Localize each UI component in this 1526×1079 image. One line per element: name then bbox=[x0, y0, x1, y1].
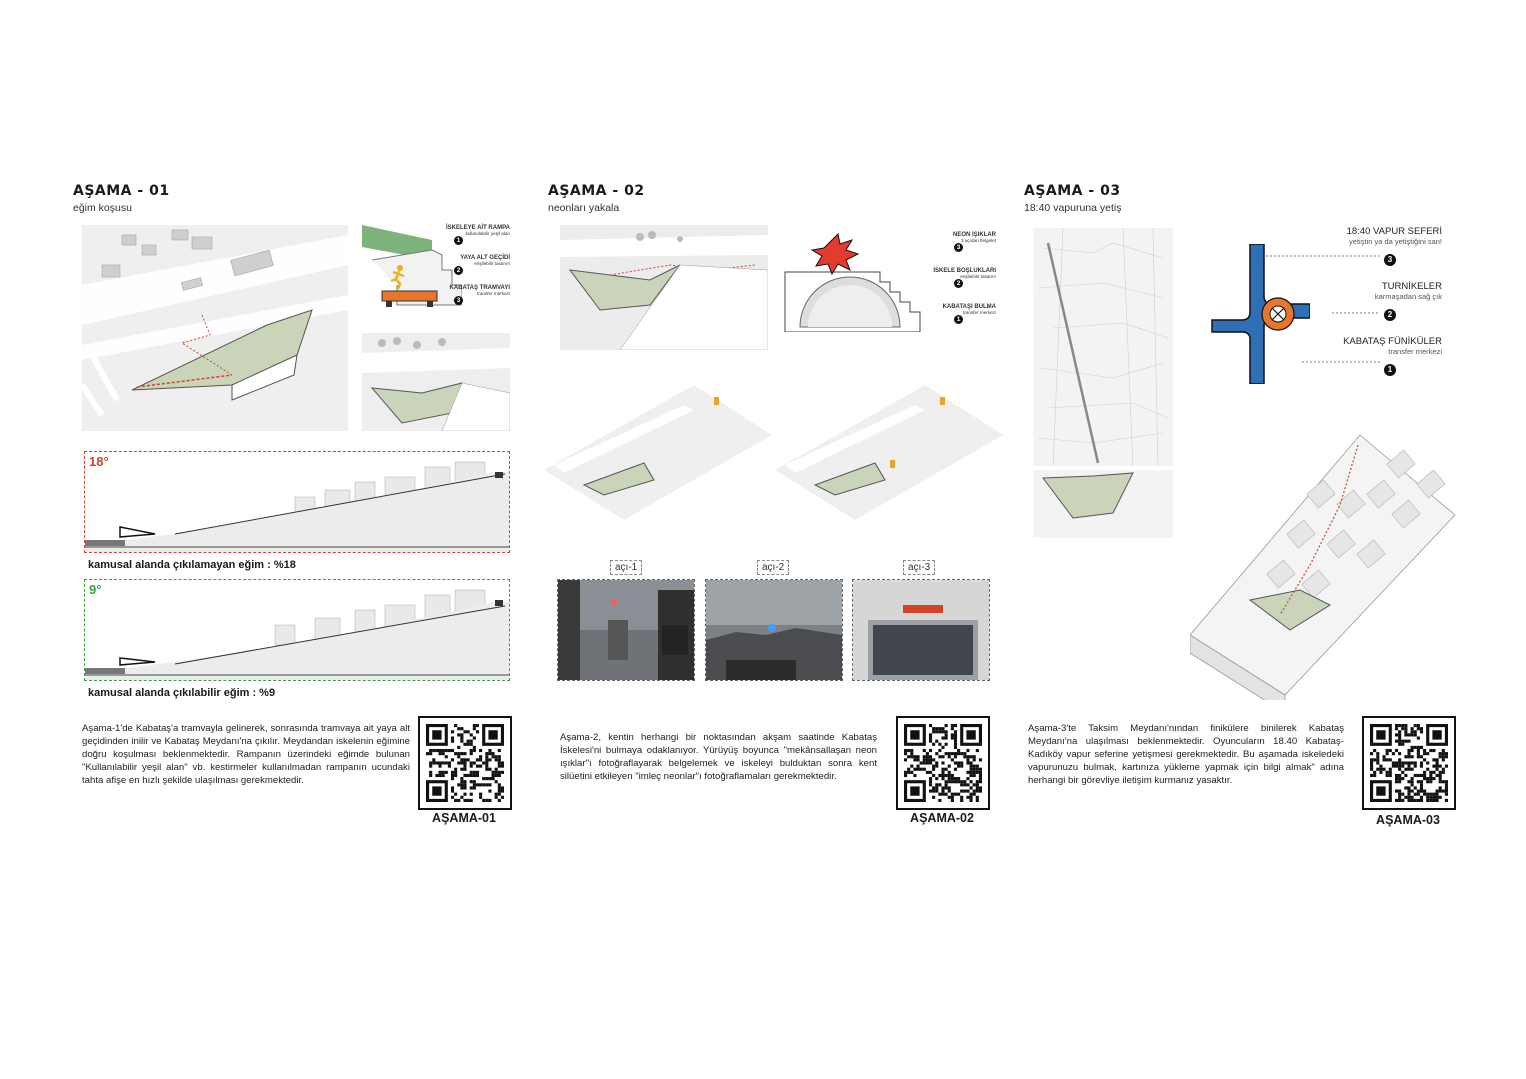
s3-legend-title-1: KABATAŞ FÜNİKÜLER bbox=[1343, 336, 1442, 347]
s3-legend-note-1: transfer merkezi bbox=[1388, 347, 1442, 356]
qr-code-icon bbox=[426, 724, 504, 802]
s1-legend-title-3: KABATAŞ TRAMVAYI bbox=[449, 285, 510, 291]
number-badge-2: 2 bbox=[1384, 309, 1396, 321]
section-18-caption: kamusal alanda çıkılamayan eğim : %18 bbox=[88, 559, 296, 571]
s1-legend-note-3: transfer merkezi bbox=[477, 291, 510, 296]
photo-angle-2 bbox=[705, 579, 843, 681]
number-badge-3: 3 bbox=[954, 243, 963, 252]
number-badge-1: 1 bbox=[954, 315, 963, 324]
section-9-degree-value: 9 bbox=[89, 582, 97, 597]
stage-2-subtitle: neonları yakala bbox=[548, 202, 620, 214]
stage-2-axonometric-right bbox=[775, 385, 1003, 520]
stage-2-qr-label: AŞAMA-02 bbox=[910, 811, 974, 825]
stage-1-description: Aşama-1'de Kabataş'a tramvayla gelinerek, sonrasında tramvaya ait yaya alt geçidinden inilir ve Kabataş Meydanı'na çıkılır. Meydandan iskelenin eğimine doğru koşulması beklenmektedir. Rampanın üzerindeki eğimde bulunan "Kullanılabilir yeşil alan" vb. kestirmeler kullanılmadan rampanın ucundaki tahta afişe en hızlı şekilde ulaşılması gerekmektedir. bbox=[82, 723, 410, 786]
s3-legend-note-2: karmaşadan sağ çık bbox=[1374, 292, 1442, 301]
stage-2-plan-map bbox=[560, 225, 768, 350]
stage-1-title: AŞAMA - 01 bbox=[73, 183, 170, 199]
number-badge-2: 2 bbox=[454, 266, 463, 275]
stage-3-qr-code[interactable] bbox=[1362, 716, 1456, 810]
number-badge-3: 3 bbox=[454, 296, 463, 305]
stage-1-qr-code[interactable] bbox=[418, 716, 512, 810]
number-badge-1: 1 bbox=[454, 236, 463, 245]
stage-3-title: AŞAMA - 03 bbox=[1024, 183, 1121, 199]
neon-burst-icon bbox=[812, 234, 858, 274]
section-18-degree-value: 18 bbox=[89, 454, 104, 469]
stage-2-legend-diagram bbox=[772, 232, 1002, 348]
s3-legend-title-3: 18:40 VAPUR SEFERİ bbox=[1346, 226, 1442, 237]
stage-1-subtitle: eğim koşusu bbox=[73, 202, 132, 214]
stage-1-plan-detail bbox=[362, 333, 510, 431]
s1-legend-title-2: YAYA ALT GEÇİDİ bbox=[460, 255, 510, 261]
stage-3-qr-label: AŞAMA-03 bbox=[1376, 813, 1440, 827]
angle-tag-1: açı-1 bbox=[610, 560, 642, 575]
s2-legend-note-2: erişilebilir tasarım bbox=[960, 274, 996, 279]
legend-leader-lines bbox=[1262, 252, 1382, 372]
s1-legend-note-2: erişilebilir tasarım bbox=[474, 261, 510, 266]
number-badge-3: 3 bbox=[1384, 254, 1396, 266]
qr-code-icon bbox=[904, 724, 982, 802]
s2-legend-title-2: İSKELE BOŞLUKLARI bbox=[933, 268, 996, 274]
stage-1-legend-diagram bbox=[362, 225, 512, 321]
s1-legend-note-1: kullanılabilir yeşil alan bbox=[465, 231, 510, 236]
s3-legend-note-3: yetiştin ya da yetiştiğini san! bbox=[1349, 237, 1442, 246]
stage-3-route-map bbox=[1033, 228, 1173, 538]
number-badge-1: 1 bbox=[1384, 364, 1396, 376]
stage-1-axonometric-map bbox=[82, 225, 348, 431]
angle-tag-2: açı-2 bbox=[757, 560, 789, 575]
stage-2-qr-code[interactable] bbox=[896, 716, 990, 810]
stage-3-description: Aşama-3'te Taksim Meydanı'nından finikülere binilerek Kabataş Meydanı'na ulaşılması beklenmektedir. Oyuncuların 18.40 Kabataş-Kadıköy vapur seferine yetişmesi gerekmektedir. Bu aşamada iskeledeki vapurunuzu bulmak, kartınıza yükleme yapmak için bilgi almak" adına herhangi bir görevliye iletişim kurmanız yasaktır. bbox=[1028, 723, 1344, 786]
section-9-degree: 9° bbox=[84, 579, 510, 681]
s2-legend-note-3: 3 açıdan belgelet bbox=[961, 238, 996, 243]
stage-3-subtitle: 18:40 vapuruna yetiş bbox=[1024, 202, 1122, 214]
stage-3-axonometric-block bbox=[1190, 425, 1460, 700]
s2-legend-note-1: transfer merkezi bbox=[963, 310, 996, 315]
s2-legend-title-3: NEON IŞIKLAR bbox=[952, 232, 996, 238]
section-18-degree: 18° bbox=[84, 451, 510, 553]
photo-angle-1 bbox=[557, 579, 695, 681]
section-9-caption: kamusal alanda çıkılabilir eğim : %9 bbox=[88, 687, 276, 699]
qr-code-icon bbox=[1370, 724, 1448, 802]
number-badge-2: 2 bbox=[954, 279, 963, 288]
stage-2-title: AŞAMA - 02 bbox=[548, 183, 645, 199]
angle-tag-3: açı-3 bbox=[903, 560, 935, 575]
stage-1-qr-label: AŞAMA-01 bbox=[432, 811, 496, 825]
s1-legend-title-1: İSKELEYE AİT RAMPA bbox=[445, 225, 510, 231]
photo-angle-3 bbox=[852, 579, 990, 681]
s3-legend-title-2: TURNİKELER bbox=[1381, 281, 1442, 292]
stage-2-axonometric-left bbox=[544, 385, 772, 520]
s2-legend-title-1: KABATAŞI BULMA bbox=[942, 304, 996, 310]
stage-2-description: Aşama-2, kentin herhangi bir noktasından akşam saatinde Kabataş İskelesi'ni bulmaya odaklanıyor. Yürüyüş boyunca "mekânsallaşan neon ışıklar"ı fotoğraflayarak belgelemek ve iskeleyi bulduktan sonra kent silüetini etkileyen "imleç neonlar"ı fotoğraflamaları gerekmektedir. bbox=[560, 732, 877, 782]
runner-icon bbox=[388, 265, 408, 294]
